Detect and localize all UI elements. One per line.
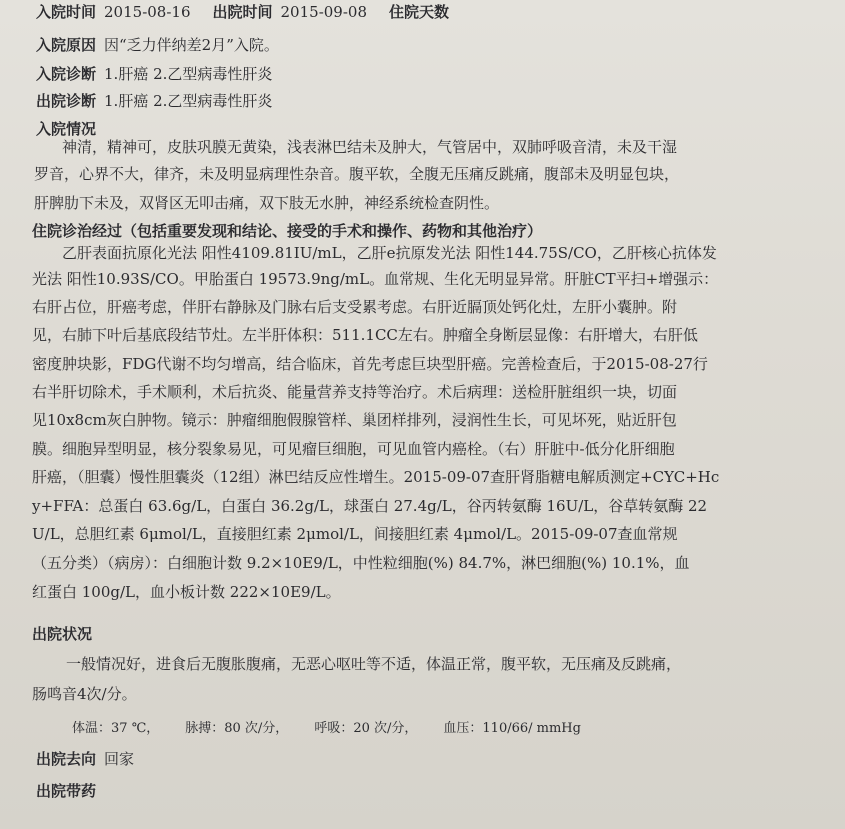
- treatment-line-12: （五分类）（病房）：白细胞计数 9.2×10E9/L，中性粒细胞(%) 84.7%，淋巴细胞(%) 10.1%，血: [32, 554, 690, 572]
- discharge-time-value: 2015-09-08: [280, 3, 367, 21]
- blood-pressure-label: 血压：: [443, 721, 483, 736]
- treatment-line-6: 右半肝切除术，手术顺利，术后抗炎、能量营养支持等治疗。术后病理：送检肝脏组织一块，切面: [32, 383, 678, 401]
- vitals-row: [72, 720, 581, 738]
- treatment-line-10: y+FFA：总蛋白 63.6g/L，白蛋白 36.2g/L，球蛋白 27.4g/L，谷丙转氨酶 16U/L，谷草转氨酶 22: [32, 497, 708, 515]
- admit-reason-value: 因“乏力伴纳差2月”入院。: [104, 36, 279, 54]
- admit-diagnosis-row: [36, 65, 272, 83]
- pulse-label: 脉搏：: [185, 721, 225, 736]
- treatment-line-1: 乙肝表面抗原化光法 阳性4109.81IU/mL，乙肝e抗原发光法 阳性144.75S/CO，乙肝核心抗体发: [62, 244, 717, 262]
- admit-reason-label: 入院原因: [36, 36, 97, 54]
- discharge-status-line-2: 肠鸣音4次/分。: [32, 685, 137, 703]
- stay-days-label: 住院天数: [389, 3, 450, 21]
- discharge-status-line-1: 一般情况好，进食后无腹胀腹痛，无恶心呕吐等不适，体温正常，腹平软，无压痛及反跳痛，: [66, 655, 682, 673]
- temperature-label: 体温：: [72, 721, 112, 736]
- respiration-label: 呼吸：: [314, 721, 354, 736]
- discharge-diagnosis-row: [36, 92, 272, 110]
- discharge-diagnosis-label: 出院诊断: [36, 92, 97, 110]
- blood-pressure-value: 110/66/ mmHg: [482, 721, 581, 736]
- treatment-line-11: U/L，总胆红素 6μmol/L，直接胆红素 2μmol/L，间接胆红素 4μmol/L。2015-09-07查血常规: [32, 525, 678, 543]
- admission-status-line-1: 神清，精神可，皮肤巩膜无黄染，浅表淋巴结未及肿大，气管居中，双肺呼吸音清，未及干湿: [62, 138, 678, 156]
- discharge-diagnosis-value: 1.肝癌 2.乙型病毒性肝炎: [104, 92, 273, 110]
- admit-diagnosis-value: 1.肝癌 2.乙型病毒性肝炎: [104, 65, 273, 83]
- admission-status-line-3: 肝脾肋下未及，双肾区无叩击痛，双下肢无水肿，神经系统检查阴性。: [34, 194, 500, 212]
- discharge-time-label: 出院时间: [212, 3, 273, 21]
- discharge-status-title: 出院状况: [32, 625, 93, 643]
- treatment-line-13: 红蛋白 100g/L，血小板计数 222×10E9/L。: [32, 583, 341, 601]
- admit-reason-row: [36, 36, 279, 54]
- respiration-value: 20 次/分，: [353, 721, 418, 736]
- discharge-destination-label: 出院去向: [36, 750, 97, 768]
- treatment-line-9: 肝癌，（胆囊）慢性胆囊炎（12组）淋巴结反应性增生。2015-09-07查肝肾脂糖电解质测定+CYC+Hc: [32, 468, 720, 486]
- admit-diagnosis-label: 入院诊断: [36, 65, 97, 83]
- treatment-line-5: 密度肿块影，FDG代谢不均匀增高，结合临床，首先考虑巨块型肝癌。完善检查后，于2015-08-27行: [32, 355, 708, 373]
- treatment-title: 住院诊治经过（包括重要发现和结论、接受的手术和操作、药物和其他治疗）: [32, 222, 543, 240]
- treatment-line-7: 见10x8cm灰白肿物。镜示：肿瘤细胞假腺管样、巢团样排列，浸润性生长，可见坏死，贴近肝包: [32, 411, 677, 429]
- treatment-line-3: 右肝占位，肝癌考虑，伴肝右静脉及门脉右后支受累考虑。右肝近膈顶处钙化灶，左肝小囊肿。附: [32, 298, 678, 316]
- admission-status-line-2: 罗音，心界不大，律齐，未及明显病理性杂音。腹平软，全腹无压痛反跳痛，腹部未及明显包块，: [34, 165, 680, 183]
- discharge-destination-row: [36, 750, 134, 768]
- admit-time-label: 入院时间: [36, 3, 97, 21]
- discharge-destination-value: 回家: [104, 750, 135, 768]
- admission-status-title: 入院情况: [36, 120, 97, 138]
- treatment-line-2: 光法 阳性10.93S/CO。甲胎蛋白 19573.9ng/mL。血常规、生化无明显异常。肝脏CT平扫+增强示：: [32, 270, 719, 288]
- admission-dates-row: [36, 3, 457, 21]
- temperature-value: 37 ℃，: [111, 721, 160, 736]
- treatment-line-4: 见，右肺下叶后基底段结节灶。左半肝体积：511.1CC左右。肿瘤全身断层显像：右肝增大，右肝低: [32, 326, 698, 344]
- pulse-value: 80 次/分，: [224, 721, 289, 736]
- discharge-medication-title: 出院带药: [36, 782, 97, 800]
- admit-time-value: 2015-08-16: [104, 3, 191, 21]
- treatment-line-8: 膜。细胞异型明显，核分裂象易见，可见瘤巨细胞，可见血管内癌栓。（右）肝脏中-低分化肝细胞: [32, 440, 675, 458]
